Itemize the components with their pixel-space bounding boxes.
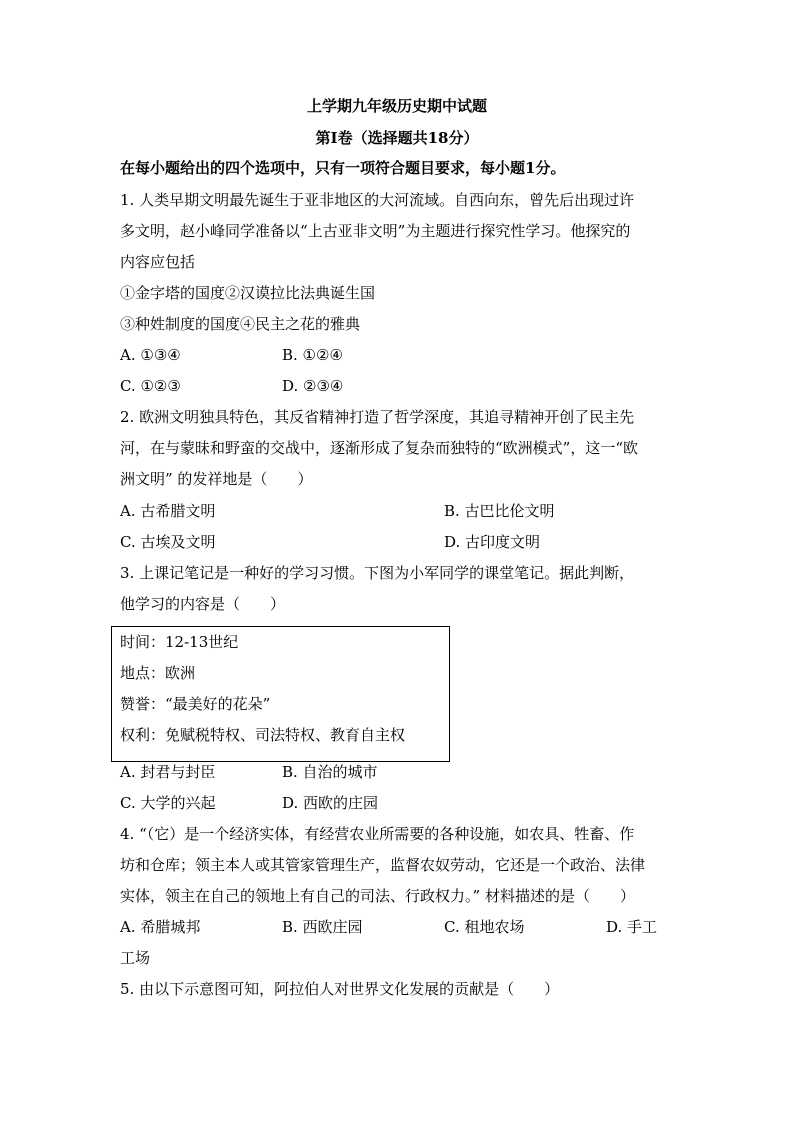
q5-line: 5. 由以下示意图可知，阿拉伯人对世界文化发展的贡献是（ ） (120, 980, 560, 998)
q3-option-d: D. 西欧的庄园 (282, 794, 379, 812)
q1-option-b: B. ①②④ (282, 346, 343, 364)
q1-line: 1. 人类早期文明最先诞生于亚非地区的大河流域。自西向东，曾先后出现过许 (120, 191, 635, 209)
q4-line: 实体，领主在自己的领地上有自己的司法、行政权力。” 材料描述的是（ ） (120, 887, 635, 905)
note-place: 地点：欧洲 (120, 664, 196, 682)
q4-option-d: D. 手工 (606, 918, 658, 936)
q3-line: 他学习的内容是（ ） (120, 595, 286, 613)
q2-line: 洲文明” 的发祥地是（ ） (120, 470, 313, 488)
q1-line: 多文明，赵小峰同学准备以“上古亚非文明”为主题进行探究性学习。他探究的 (120, 222, 631, 240)
q4-option-a: A. 希腊城邦 (120, 918, 201, 936)
q2-option-b: B. 古巴比伦文明 (444, 502, 555, 520)
section-heading: 第Ⅰ卷（选择题共18分） (315, 129, 479, 147)
q1-option-c: C. ①②③ (120, 377, 181, 395)
q2-option-a: A. 古希腊文明 (120, 502, 216, 520)
instruction-text: 在每小题给出的四个选项中，只有一项符合题目要求，每小题1分。 (120, 159, 566, 177)
q1-option-a: A. ①③④ (120, 346, 181, 364)
q3-option-c: C. 大学的兴起 (120, 794, 216, 812)
q2-option-d: D. 古印度文明 (444, 533, 541, 551)
q1-line: ①金字塔的国度②汉谟拉比法典诞生国 (120, 284, 376, 302)
note-time: 时间：12-13世纪 (120, 633, 239, 651)
class-notes-box (111, 626, 450, 762)
q2-line: 2. 欧洲文明独具特色，其反省精神打造了哲学深度，其追寻精神开创了民主先 (120, 408, 635, 426)
q1-line: 内容应包括 (120, 253, 196, 271)
note-rights: 权利：免赋税特权、司法特权、教育自主权 (120, 726, 406, 744)
note-praise: 赞誉：“最美好的花朵” (120, 695, 271, 713)
q4-option-b: B. 西欧庄园 (282, 918, 363, 936)
exam-title: 上学期九年级历史期中试题 (306, 97, 487, 115)
q1-option-d: D. ②③④ (282, 377, 344, 395)
q2-option-c: C. 古埃及文明 (120, 533, 216, 551)
q3-option-b: B. 自治的城市 (282, 763, 378, 781)
q2-line: 河，在与蒙昧和野蛮的交战中，逐渐形成了复杂而独特的“欧洲模式”，这一“欧 (120, 439, 639, 457)
q4-line: 坊和仓库；领主本人或其管家管理生产，监督农奴劳动，它还是一个政治、法律 (120, 856, 646, 874)
q1-line: ③种姓制度的国度④民主之花的雅典 (120, 315, 361, 333)
q4-line: 4. “（它）是一个经济实体，有经营农业所需要的各种设施，如农具、牲畜、作 (120, 825, 635, 843)
q3-option-a: A. 封君与封臣 (120, 763, 216, 781)
q3-line: 3. 上课记笔记是一种好的学习习惯。下图为小军同学的课堂笔记。据此判断， (120, 564, 635, 582)
q4-option-c: C. 租地农场 (444, 918, 525, 936)
q4-option-d-wrap: 工场 (120, 949, 151, 967)
